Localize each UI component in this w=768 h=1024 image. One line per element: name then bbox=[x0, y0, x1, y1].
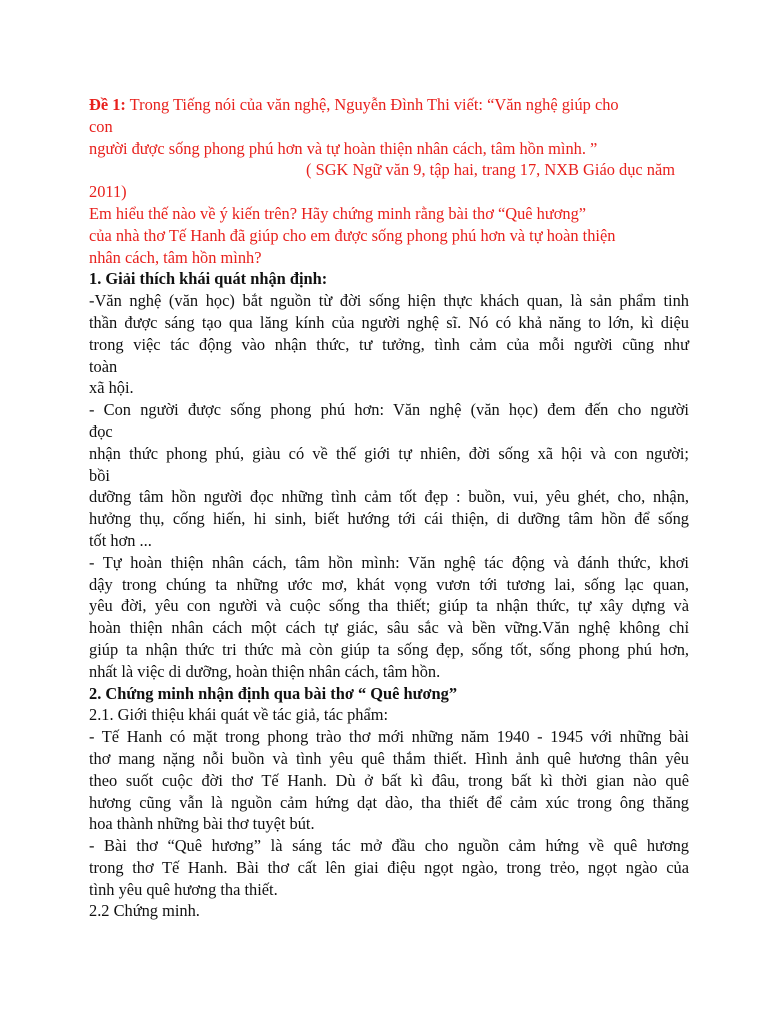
paragraph-line: thần được sáng tạo qua lăng kính của người nghệ sĩ. Nó có khả năng to lớn, kì diệu bbox=[89, 312, 689, 332]
paragraph-line: hoa thành những bài thơ tuyệt bút. bbox=[89, 814, 315, 834]
paragraph-line: toàn bbox=[89, 356, 118, 376]
prompt-text: Trong Tiếng nói của văn nghệ, Nguyễn Đình Thi viết: “Văn nghệ giúp cho bbox=[125, 95, 619, 114]
paragraph-line: dậy trong chúng ta những ước mơ, khát vọng vươn tới tương lai, sống lạc quan, bbox=[89, 574, 689, 594]
paragraph-line: - Con người được sống phong phú hơn: Văn nghệ (văn học) đem đến cho người bbox=[89, 400, 689, 420]
paragraph-line: hưởng thụ, cống hiến, hi sinh, biết hướng tới cái thiện, di dưỡng tâm hồn để sống bbox=[89, 509, 689, 529]
prompt-source-year: 2011) bbox=[89, 182, 127, 202]
subsection-heading: 2.2 Chứng minh. bbox=[89, 901, 200, 921]
document-body bbox=[89, 94, 689, 922]
prompt-line: con bbox=[89, 116, 113, 136]
prompt-question: của nhà thơ Tế Hanh đã giúp cho em được sống phong phú hơn và tự hoàn thiện bbox=[89, 225, 616, 245]
paragraph-line: tình yêu quê hương tha thiết. bbox=[89, 879, 278, 899]
paragraph-line: - Tự hoàn thiện nhân cách, tâm hồn mình: Văn nghệ tác động và đánh thức, khơi bbox=[89, 552, 689, 572]
paragraph-line: đọc bbox=[89, 421, 113, 441]
paragraph-line: -Văn nghệ (văn học) bắt nguồn từ đời sống hiện thực khách quan, là sản phẩm tinh bbox=[89, 291, 689, 311]
paragraph-line: hương cũng vẫn là nguồn cảm hứng dạt dào, tha thiết để cảm xúc trong ông thăng bbox=[89, 792, 689, 812]
paragraph-line: yêu đời, yêu con người và cuộc sống tha thiết; giúp ta nhận thức, tự xây dựng và bbox=[89, 596, 689, 616]
paragraph-line: - Tế Hanh có mặt trong phong trào thơ mới những năm 1940 - 1945 với những bài bbox=[89, 727, 689, 747]
prompt-source: ( SGK Ngữ văn 9, tập hai, trang 17, NXB Giáo dục năm bbox=[306, 160, 675, 180]
paragraph-line: thơ mang nặng nỗi buồn và tình yêu quê thắm thiết. Hình ảnh quê hương thân yêu bbox=[89, 748, 689, 768]
paragraph-line: xã hội. bbox=[89, 378, 134, 398]
paragraph-line: trong thơ Tế Hanh. Bài thơ cất lên giai điệu ngọt ngào, trong trẻo, ngọt ngào của bbox=[89, 857, 689, 877]
prompt-line: người được sống phong phú hơn và tự hoàn thiện nhân cách, tâm hồn mình. ” bbox=[89, 138, 598, 158]
prompt-question: Em hiểu thế nào về ý kiến trên? Hãy chứng minh rằng bài thơ “Quê hương” bbox=[89, 203, 587, 223]
prompt-line bbox=[89, 94, 689, 116]
paragraph-line: nhận thức phong phú, giàu có về thế giới tự nhiên, đời sống xã hội và con người; bbox=[89, 443, 689, 463]
prompt-label: Đề 1: bbox=[89, 95, 126, 114]
prompt-question: nhân cách, tâm hồn mình? bbox=[89, 247, 262, 267]
paragraph-line: nhất là việc di dưỡng, hoàn thiện nhân cách, tâm hồn. bbox=[89, 661, 441, 681]
paragraph-line: trong việc tác động vào nhận thức, tư tưởng, tình cảm của mỗi người cũng như bbox=[89, 334, 689, 354]
paragraph-line: dưỡng tâm hồn người đọc những tình cảm tốt đẹp : buồn, vui, yêu ghét, cho, nhận, bbox=[89, 487, 689, 507]
section-2-heading: 2. Chứng minh nhận định qua bài thơ “ Quê hương” bbox=[89, 683, 458, 703]
section-1-heading: 1. Giải thích khái quát nhận định: bbox=[89, 269, 328, 289]
paragraph-line: giúp ta nhận thức tri thức mà còn giúp ta sống đẹp, sống tốt, sống phong phú hơn, bbox=[89, 639, 689, 659]
paragraph-line: theo suốt cuộc đời thơ Tế Hanh. Dù ở bất kì đâu, trong bất kì thời gian nào quê bbox=[89, 770, 689, 790]
paragraph-line: - Bài thơ “Quê hương” là sáng tác mở đầu cho nguồn cảm hứng về quê hương bbox=[89, 836, 689, 856]
paragraph-line: hoàn thiện nhân cách một cách tự giác, sâu sắc và bền vững.Văn nghệ không chỉ bbox=[89, 618, 689, 638]
subsection-heading: 2.1. Giới thiệu khái quát về tác giả, tác phẩm: bbox=[89, 705, 389, 725]
paragraph-line: bồi bbox=[89, 465, 110, 485]
paragraph-line: tốt hơn ... bbox=[89, 530, 152, 550]
